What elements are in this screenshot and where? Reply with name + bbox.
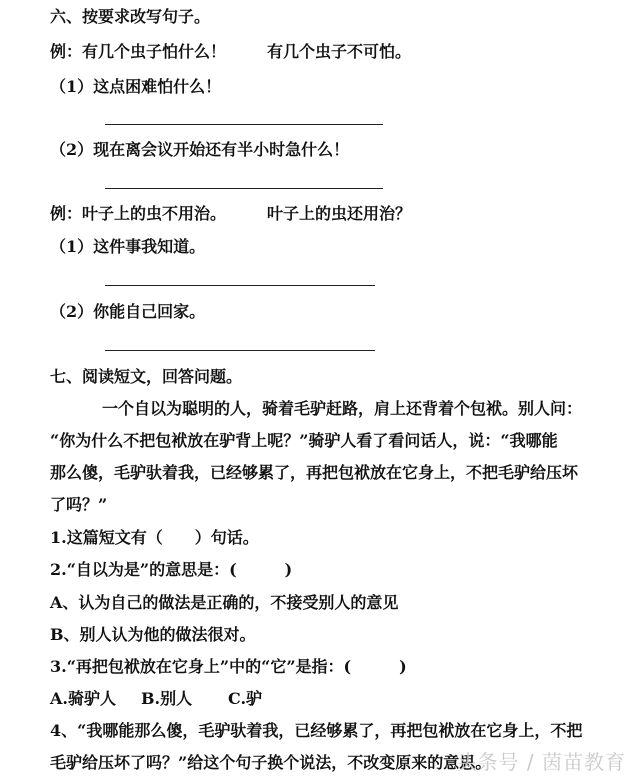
question-7-1: 1.这篇短文有（ ）句话。 [50, 528, 259, 547]
question-7-4-line-1: 4、“我哪能那么傻，毛驴驮着我，已经够累了，再把包袱放在它身上，不把 [50, 721, 583, 740]
example2-label: 例：叶子上的虫不用治。 [50, 204, 227, 223]
question-7-4-line-2: 毛驴给压坏了吗？”给这个句子换个说法，不改变原来的意思。 [50, 753, 492, 772]
watermark: 头条号 / 茵苗教育 [456, 750, 626, 774]
answer-blank-6-3[interactable] [105, 285, 375, 286]
example1-label: 例：有几个虫子怕什么！ [50, 42, 227, 61]
question-6-4: （2）你能自己回家。 [50, 302, 206, 321]
answer-blank-6-4[interactable] [105, 350, 375, 351]
section7-title: 七、阅读短文，回答问题。 [50, 367, 243, 386]
question-6-3: （1）这件事我知道。 [50, 237, 206, 256]
question-7-3-option-b: B.别人 [141, 689, 193, 708]
section6-title: 六、按要求改写句子。 [50, 7, 211, 26]
passage-line-1: 一个自以为聪明的人，骑着毛驴赶路，肩上还背着个包袱。别人问： [102, 399, 583, 418]
question-7-3-option-c: C.驴 [228, 689, 263, 708]
passage-line-3: 那么傻，毛驴驮着我，已经够累了，再把包袱放在它身上，不把毛驴给压坏 [50, 463, 579, 482]
question-7-3: 3.“再把包袱放在它身上”中的“它”是指：( ) [50, 657, 407, 676]
passage-line-2: “你为什么不把包袱放在驴背上呢？”骑驴人看了看问话人，说：“我哪能 [50, 431, 558, 450]
answer-blank-6-1[interactable] [105, 124, 383, 125]
question-6-1: （1）这点困难怕什么！ [50, 77, 222, 96]
question-7-2-option-b: B、别人认为他的做法很对。 [50, 625, 256, 644]
example1-answer: 有几个虫子不可怕。 [267, 42, 412, 61]
passage-line-4: 了吗？” [50, 495, 108, 514]
question-6-2: （2）现在离会议开始还有半小时急什么！ [50, 140, 350, 159]
question-7-3-option-a: A.骑驴人 [50, 689, 116, 708]
example2-answer: 叶子上的虫还用治？ [267, 204, 412, 223]
answer-blank-6-2[interactable] [105, 188, 383, 189]
question-7-2-option-a: A、认为自己的做法是正确的，不接受别人的意见 [50, 593, 399, 612]
question-7-2: 2.“自以为是”的意思是：( ) [50, 560, 293, 579]
